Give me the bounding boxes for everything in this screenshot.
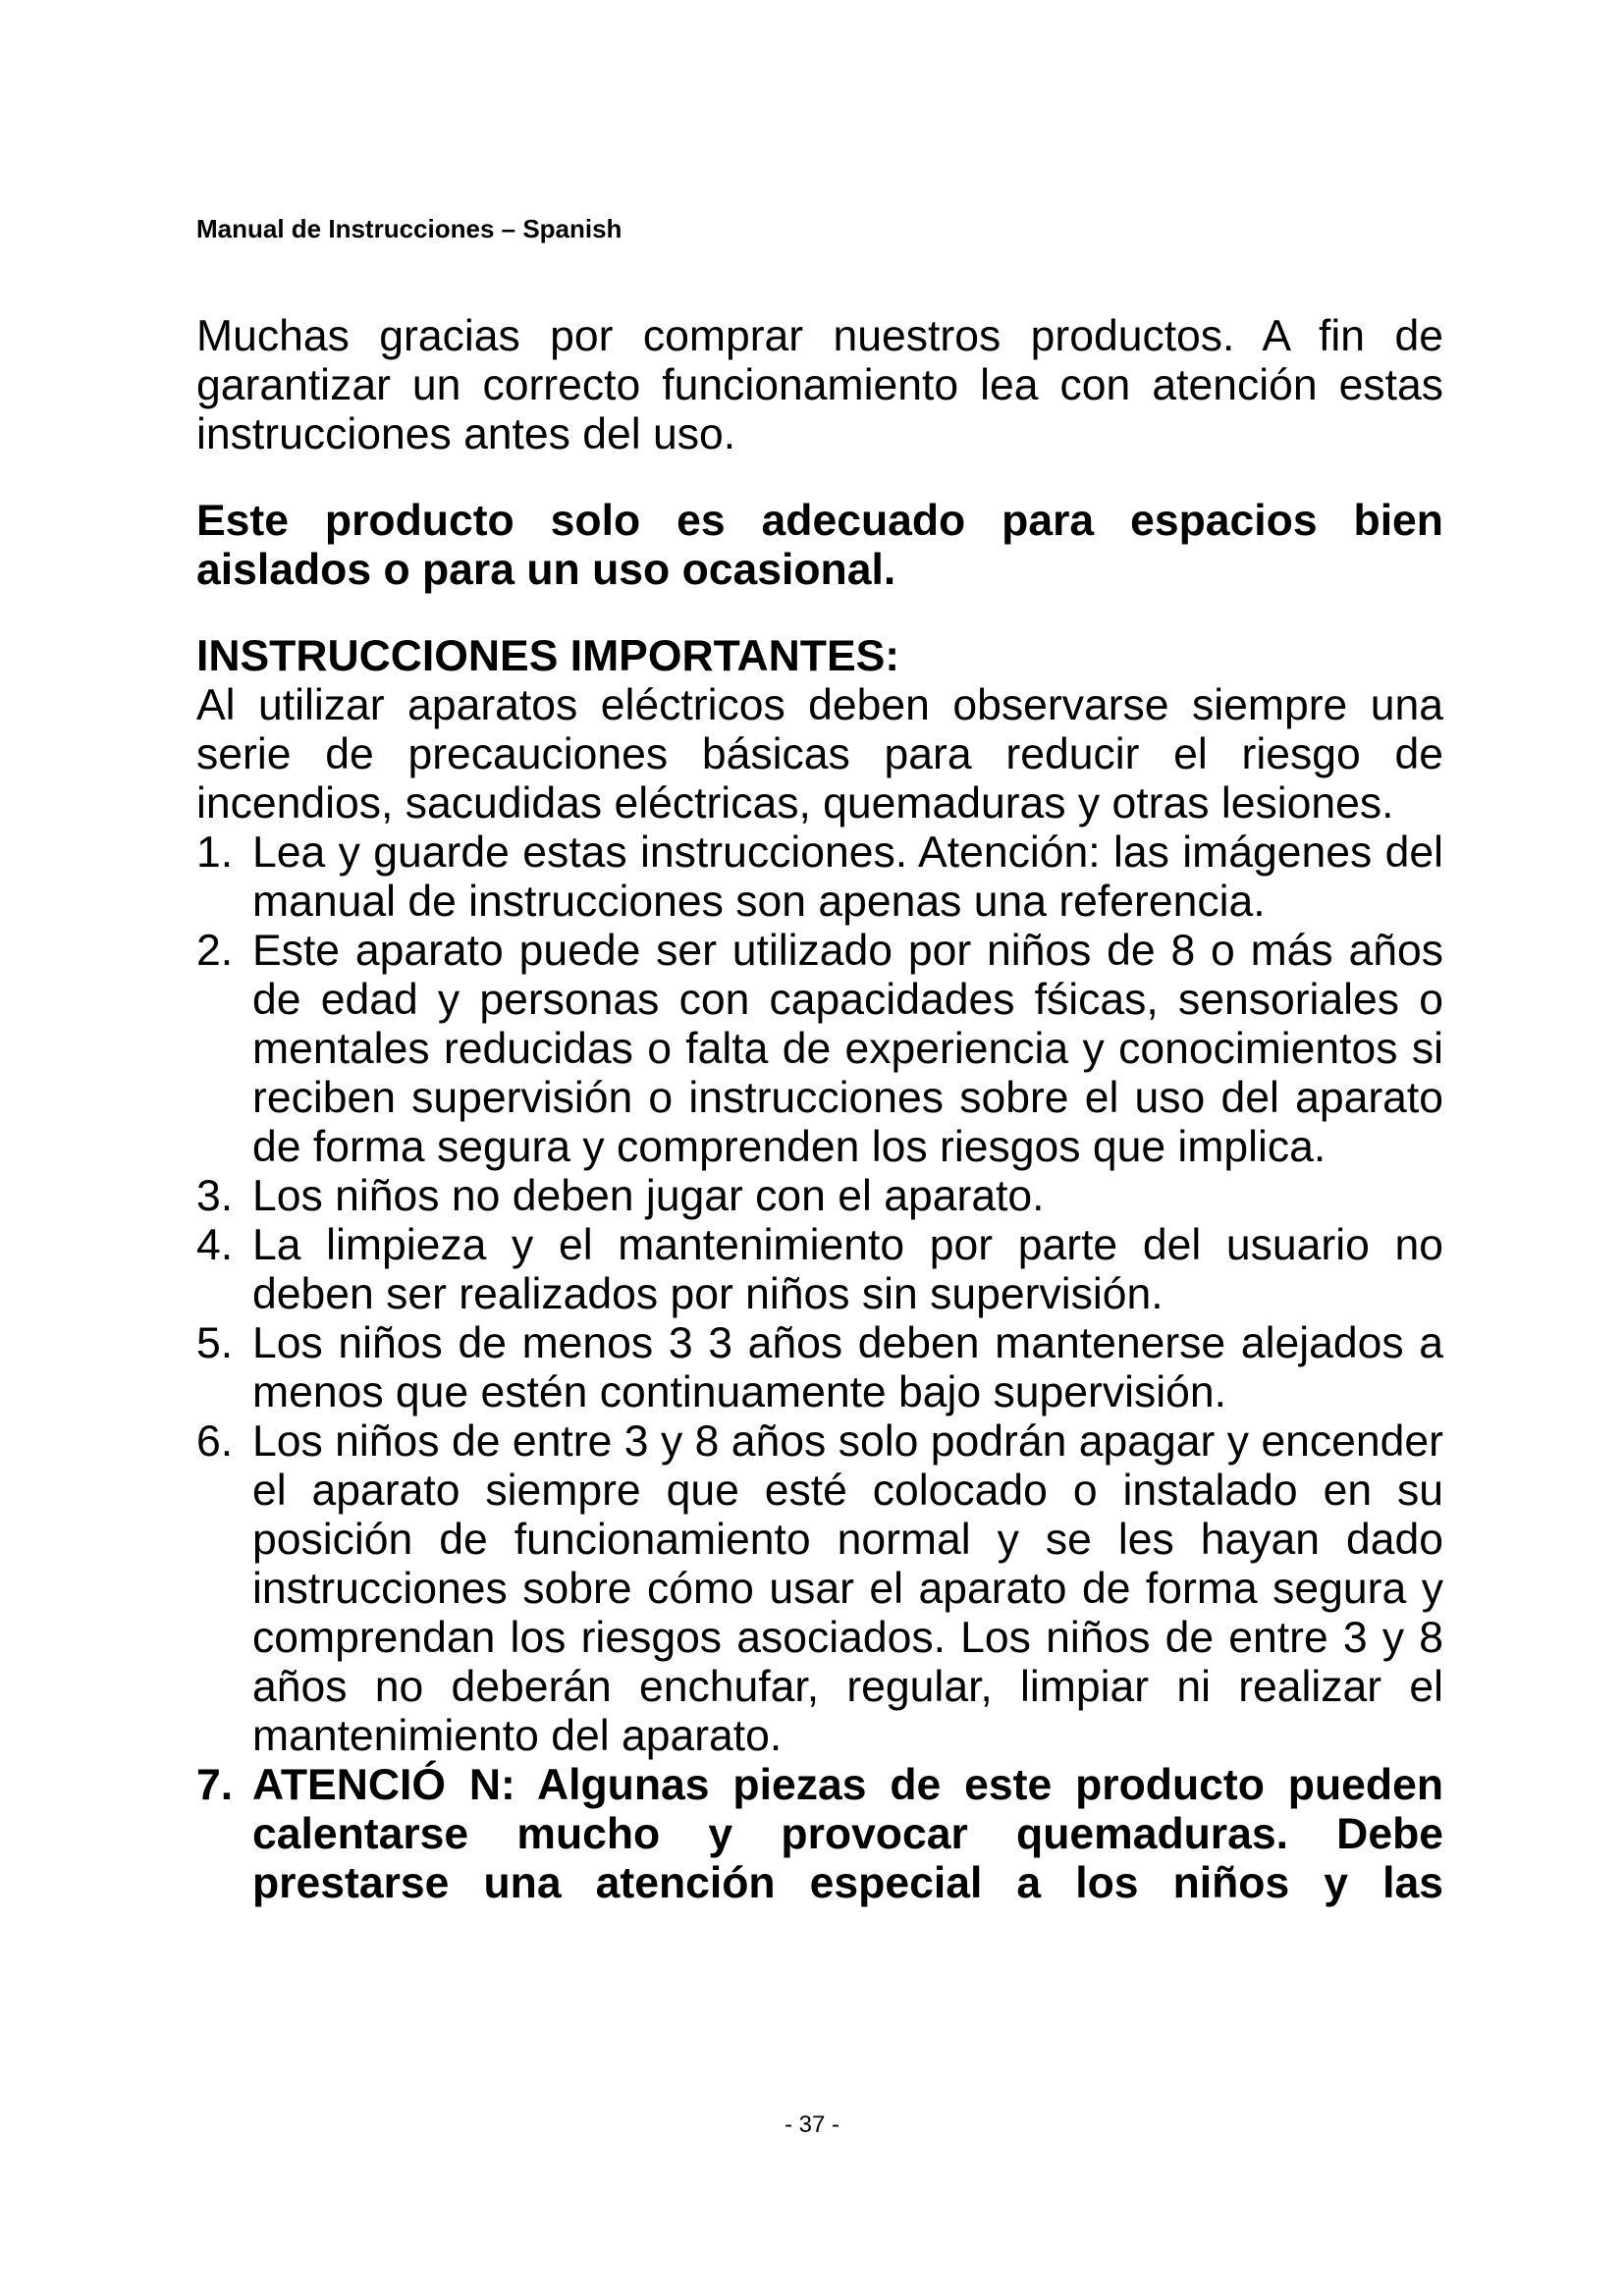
list-item-number: 6. [196,1417,234,1466]
list-item-text: Los niños de menos 3 3 años deben mantenerse alejados a menos que estén continuamente bajo supervisión. [252,1319,1443,1416]
list-item-text: La limpieza y el mantenimiento por parte del usuario no deben ser realizados por niños sin supervisión. [252,1221,1443,1318]
list-item [196,1221,1443,1319]
list-item-text: Los niños no deben jugar con el aparato. [252,1172,1045,1220]
list-item-text: Lea y guarde estas instrucciones. Atención: las imágenes del manual de instrucciones son apenas una referencia. [252,828,1443,926]
list-item-number: 5. [196,1319,234,1367]
list-item-number: 1. [196,828,234,877]
section-title: INSTRUCCIONES IMPORTANTES: [196,632,900,680]
list-item [196,828,1443,927]
intro-paragraph: Muchas gracias por comprar nuestros productos. A fin de garantizar un correcto funcionamiento lea con atención estas instrucciones antes del uso. [196,312,1443,458]
list-item [196,927,1443,1172]
list-item [196,1319,1443,1417]
warning-note: Este producto solo es adecuado para espacios bien aislados o para un uso ocasional. [196,497,1443,594]
list-item-number: 4. [196,1221,234,1269]
list-item [196,1417,1443,1761]
list-item-text: Este aparato puede ser utilizado por niños de 8 o más años de edad y personas con capacidades fśicas, sensoriales o mentales reducidas o falta de experiencia y conocimientos si reciben supervisión o instrucciones sobre el uso del aparato de forma segura y comprenden los riesgos que implica. [252,927,1443,1171]
list-item [196,1172,1443,1221]
document-body [196,312,1443,1908]
instruction-list [196,828,1443,1908]
list-item-number: 3. [196,1172,234,1220]
list-item-number: 7. [196,1761,234,1809]
list-item-text: ATENCIÓ N: Algunas piezas de este producto pueden calentarse mucho y provocar quemaduras. Debe prestarse una atención especial a los niños y las [252,1761,1443,1907]
list-item-text: Los niños de entre 3 y 8 años solo podrán apagar y encender el aparato siempre que esté colocado o instalado en su posición de funcionamiento normal y se les hayan dado instrucciones sobre cómo usar el aparato de forma segura y comprendan los riesgos asociados. Los niños de entre 3 y 8 años no deberán enchufar, regular, limpiar ni realizar el mantenimiento del aparato. [252,1417,1443,1760]
page-header: Manual de Instrucciones – Spanish [196,214,623,243]
list-item-number: 2. [196,927,234,975]
section-lead: Al utilizar aparatos eléctricos deben observarse siempre una serie de precauciones básicas para reducir el riesgo de incendios, sacudidas eléctricas, quemaduras y otras lesiones. [196,681,1443,828]
page-number: - 37 - [784,2111,839,2138]
list-item-warning [196,1761,1443,1908]
